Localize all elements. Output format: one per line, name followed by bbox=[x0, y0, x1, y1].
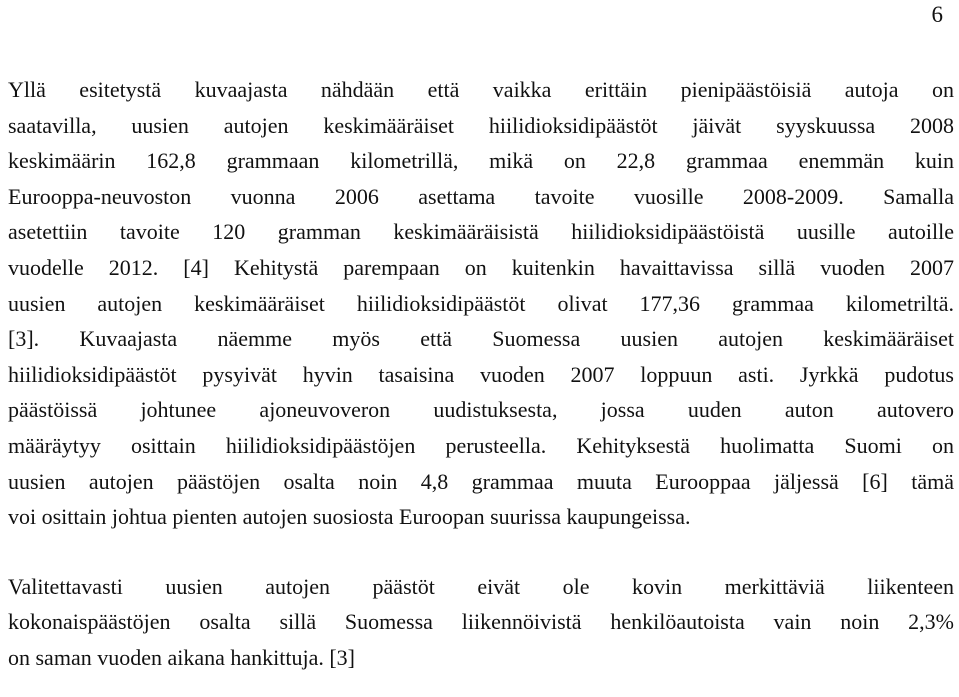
paragraph-2 bbox=[8, 569, 954, 676]
document-body bbox=[8, 72, 954, 676]
text-line: vuodelle 2012. [4] Kehitystä parempaan on kuitenkin havaittavissa sillä vuoden 2007 bbox=[8, 254, 954, 280]
paragraph-spacer bbox=[8, 535, 954, 569]
text-line: Eurooppa-neuvoston vuonna 2006 asettama tavoite vuosille 2008-2009. Samalla bbox=[8, 183, 954, 209]
text-line: määräytyy osittain hiilidioksidipäästöjen perusteella. Kehityksestä huolimatta Suomi on bbox=[8, 432, 954, 458]
text-line: päästöissä johtunee ajoneuvoveron uudistuksesta, jossa uuden auton autovero bbox=[8, 397, 954, 423]
text-line: uusien autojen päästöjen osalta noin 4,8 grammaa muuta Eurooppaa jäljessä [6] tämä bbox=[8, 468, 954, 494]
page-number: 6 bbox=[931, 2, 943, 27]
text-line: voi osittain johtua pienten autojen suosiosta Euroopan suurissa kaupungeissa. bbox=[8, 504, 691, 530]
text-line: uusien autojen keskimääräiset hiilidioksidipäästöt olivat 177,36 grammaa kilometriltä. bbox=[8, 290, 954, 316]
text-line: Valitettavasti uusien autojen päästöt eivät ole kovin merkittäviä liikenteen bbox=[8, 573, 954, 599]
text-line: Yllä esitetystä kuvaajasta nähdään että vaikka erittäin pienipäästöisiä autoja on bbox=[8, 77, 954, 102]
paragraph-1 bbox=[8, 72, 954, 535]
text-line: hiilidioksidipäästöt pysyivät hyvin tasaisina vuoden 2007 loppuun asti. Jyrkkä pudotus bbox=[8, 361, 954, 387]
text-line: kokonaispäästöjen osalta sillä Suomessa liikennöivistä henkilöautoista vain noin 2,3% bbox=[8, 609, 954, 635]
text-line: keskimäärin 162,8 grammaan kilometrillä, mikä on 22,8 grammaa enemmän kuin bbox=[8, 148, 954, 174]
text-line: asetettiin tavoite 120 gramman keskimääräisistä hiilidioksidipäästöistä uusille autoille bbox=[8, 219, 954, 245]
text-line: on saman vuoden aikana hankittuja. [3] bbox=[8, 644, 356, 670]
text-line: [3]. Kuvaajasta näemme myös että Suomessa uusien autojen keskimääräiset bbox=[8, 326, 954, 352]
text-line: saatavilla, uusien autojen keskimääräiset hiilidioksidipäästöt jäivät syyskuussa 2008 bbox=[8, 112, 954, 138]
